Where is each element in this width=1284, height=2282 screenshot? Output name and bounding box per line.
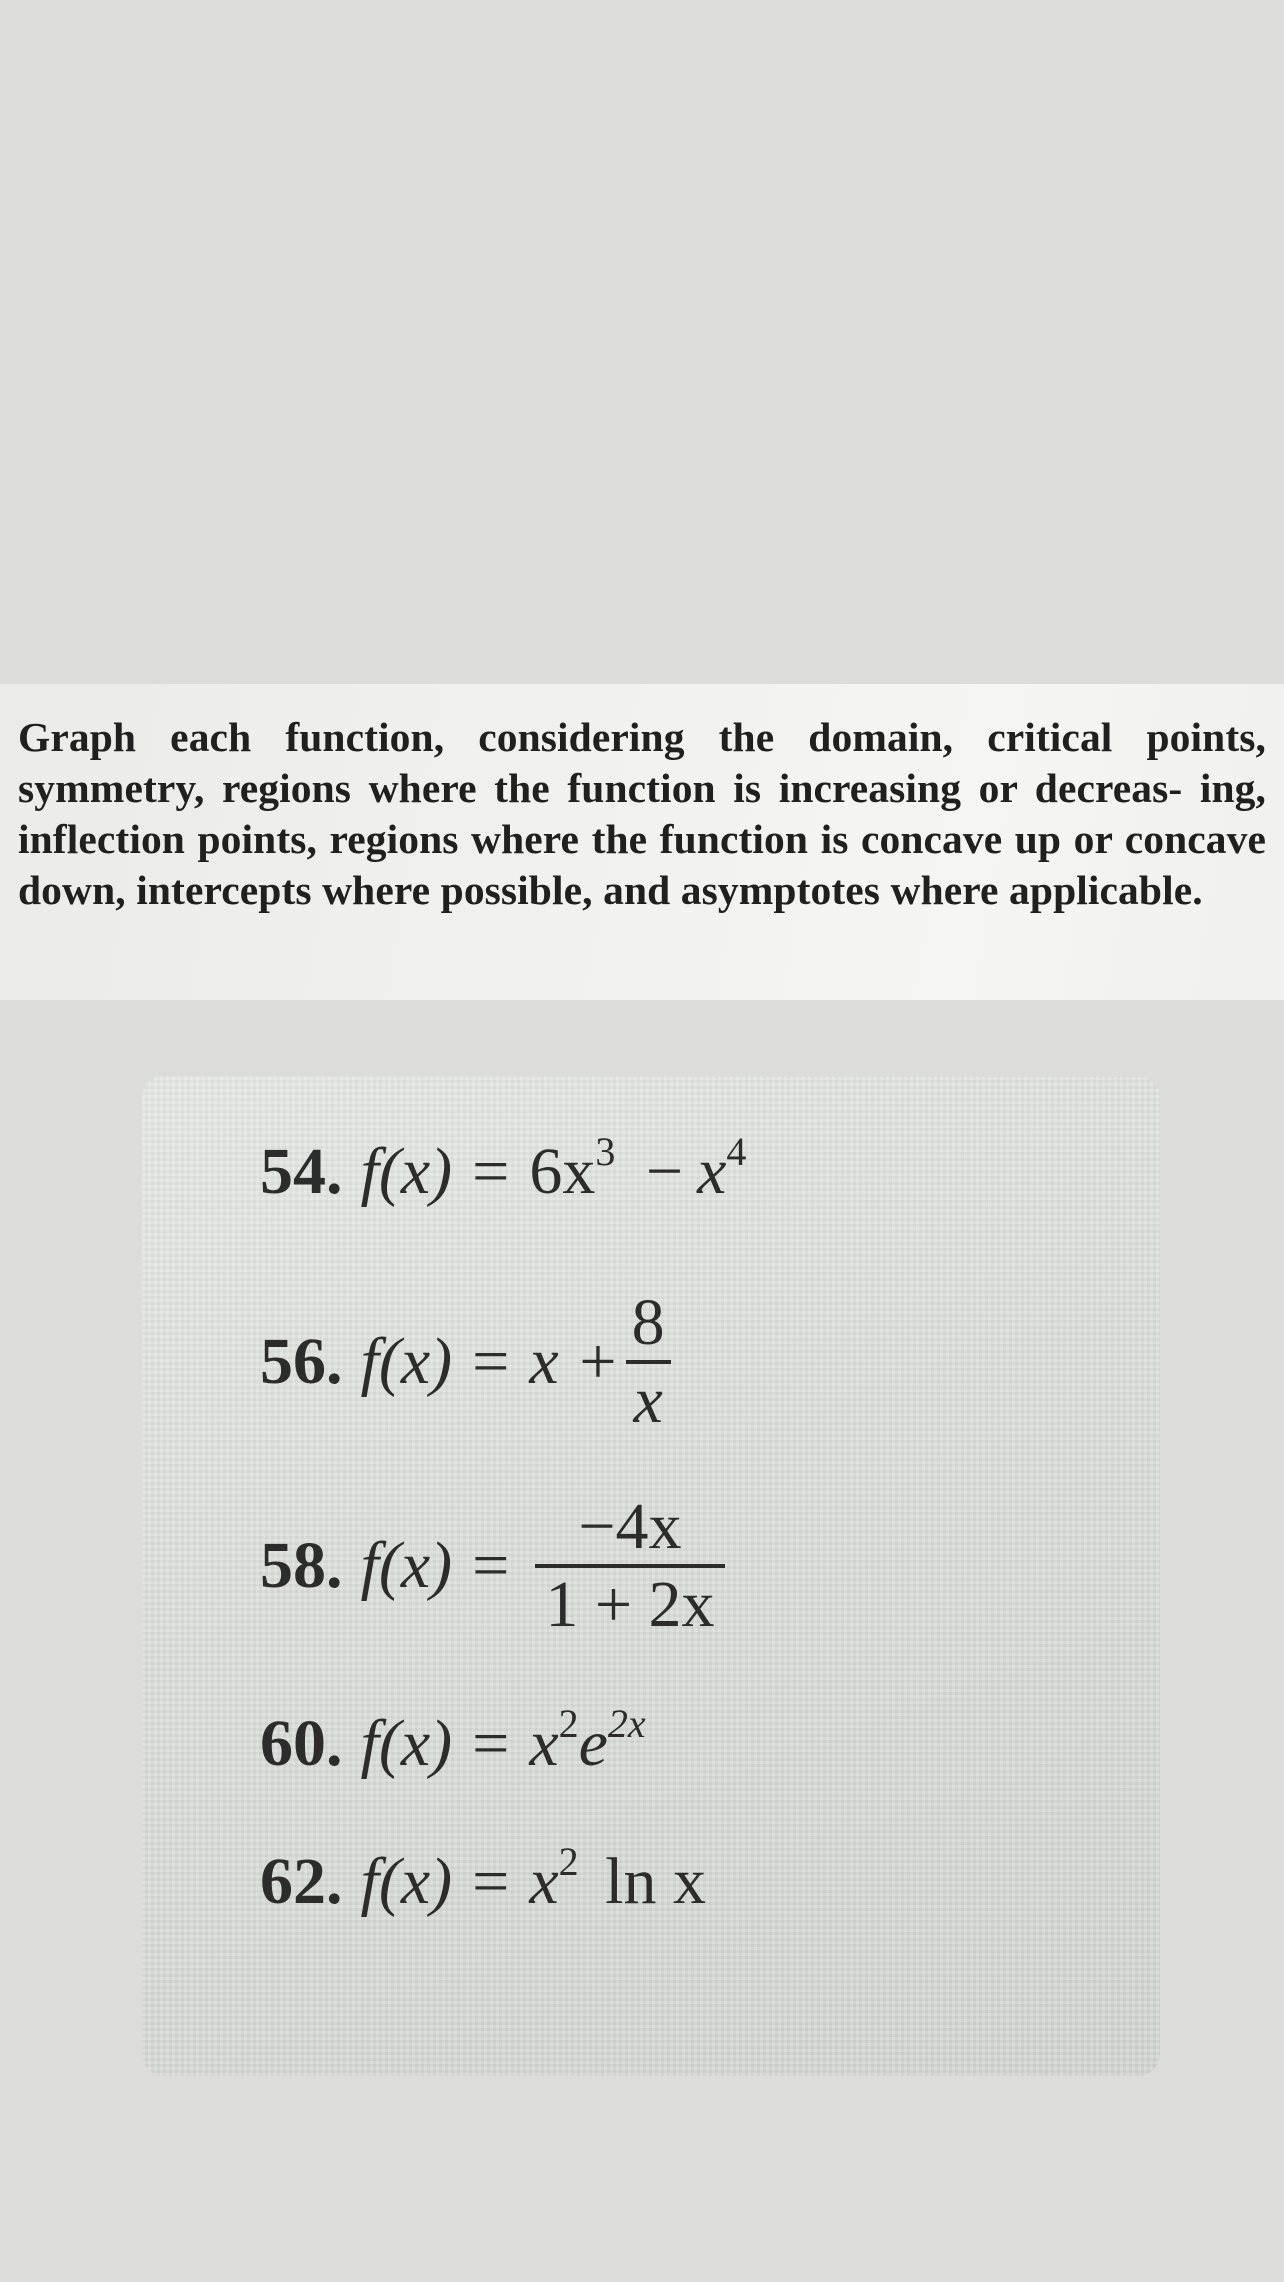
exponent: 2 — [558, 1839, 579, 1884]
equals-sign: = — [472, 1707, 510, 1780]
function-rhs — [529, 1701, 646, 1782]
problem-56 — [260, 1286, 671, 1438]
function-rhs — [529, 1839, 706, 1920]
log-term: ln x — [605, 1845, 706, 1918]
problem-number: 54. — [260, 1135, 343, 1208]
equals-sign: = — [472, 1135, 510, 1208]
exponent: 2 — [558, 1701, 579, 1746]
function-lhs: f(x) — [360, 1707, 453, 1780]
problem-60 — [260, 1701, 646, 1782]
instructions-text: Graph each function, considering the domain, critical points, symmetry, regions where the function is increasing or decreas- ing, inflection points, regions where the function is concave up or concave down, intercepts where possible, and asymptotes where applicable. — [18, 714, 1266, 913]
equals-sign: = — [472, 1325, 510, 1398]
variable: x — [529, 1707, 559, 1780]
fraction — [626, 1286, 671, 1438]
problem-number: 60. — [260, 1707, 343, 1780]
minus-sign: − — [645, 1135, 684, 1208]
function-lhs: f(x) — [360, 1325, 453, 1398]
instructions-block — [0, 684, 1284, 1000]
problems-card — [142, 1076, 1160, 2076]
fraction-numerator: 8 — [631, 1286, 665, 1359]
euler-e: e — [578, 1707, 608, 1780]
problem-62 — [260, 1839, 706, 1920]
fraction-numerator: −4x — [578, 1490, 682, 1563]
fraction-denominator: x — [633, 1364, 663, 1437]
problem-number: 58. — [260, 1529, 343, 1602]
exponent: 2x — [607, 1701, 646, 1746]
exponent: 4 — [726, 1129, 747, 1174]
fraction-denominator: 1 + 2x — [545, 1568, 715, 1641]
problem-54 — [260, 1129, 747, 1210]
function-lhs: f(x) — [360, 1529, 453, 1602]
function-lhs: f(x) — [360, 1135, 453, 1208]
exponent: 3 — [595, 1129, 616, 1174]
equals-sign: = — [472, 1845, 510, 1918]
problem-number: 62. — [260, 1845, 343, 1918]
function-lead-term: x + — [529, 1325, 620, 1398]
equals-sign: = — [472, 1529, 510, 1602]
variable: x — [697, 1135, 727, 1208]
problem-number: 56. — [260, 1325, 343, 1398]
fraction — [535, 1490, 724, 1642]
term-coefficient: 6x — [529, 1135, 596, 1208]
problem-58 — [260, 1490, 725, 1642]
function-rhs — [529, 1129, 747, 1210]
variable: x — [529, 1845, 559, 1918]
function-lhs: f(x) — [360, 1845, 453, 1918]
